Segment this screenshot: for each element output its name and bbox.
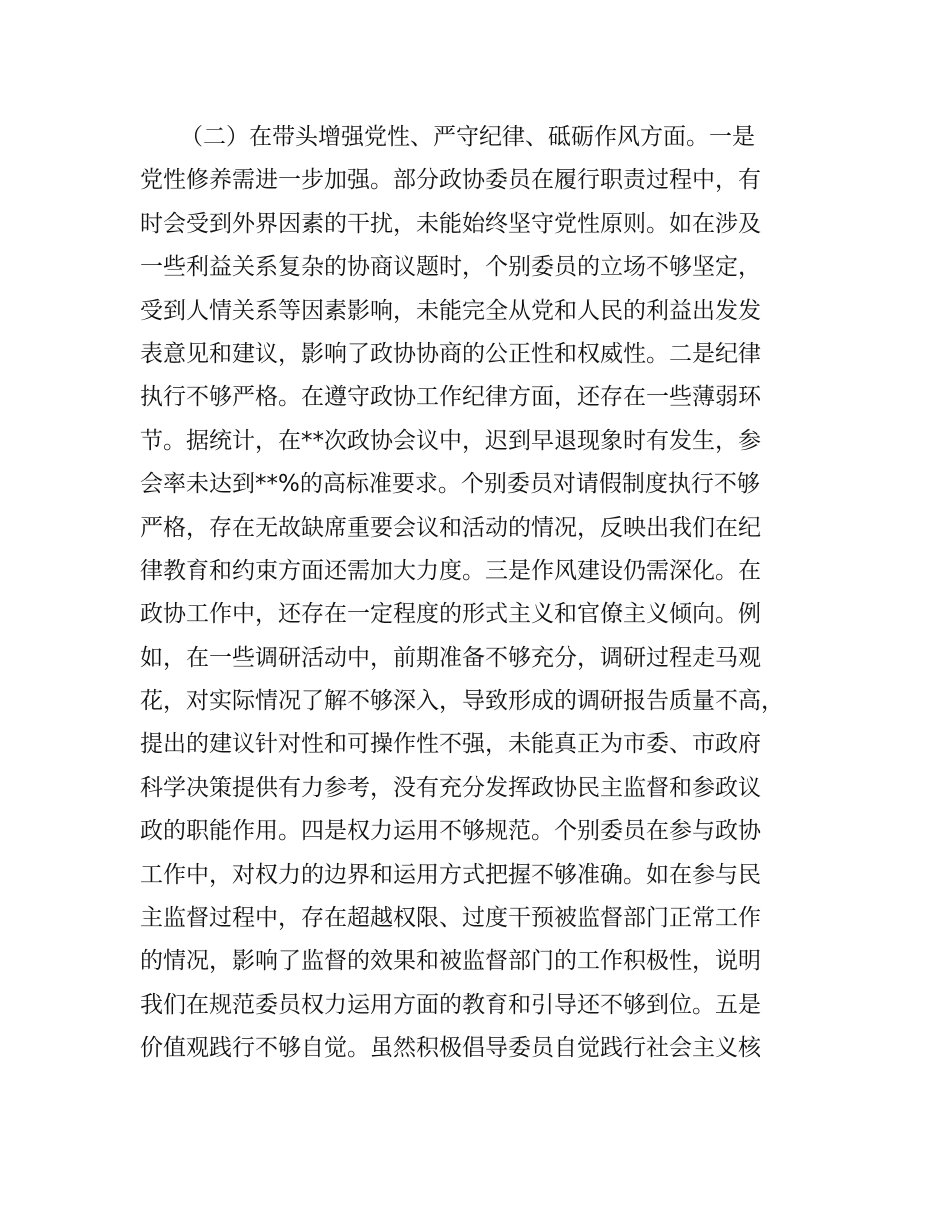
text-line: 会率未达到**%的高标准要求。个别委员对请假制度执行不够 (140, 471, 760, 498)
text-line: 律教育和约束方面还需加大力度。三是作风建设仍需深化。在 (140, 557, 761, 584)
text-line: 执行不够严格。在遵守政协工作纪律方面，还存在一些薄弱环 (140, 384, 761, 411)
body-paragraph (140, 116, 840, 1071)
text-line: （二）在带头增强党性、严守纪律、砥砺作风方面。一是 (180, 124, 755, 150)
text-line: 如，在一些调研活动中，前期准备不够充分，调研过程走马观 (140, 644, 761, 671)
text-line: 党性修养需进一步加强。部分政协委员在履行职责过程中，有 (140, 167, 761, 194)
text-line: 政的职能作用。四是权力运用不够规范。个别委员在参与政协 (140, 818, 761, 845)
text-line: 价值观践行不够自觉。虽然积极倡导委员自觉践行社会主义核 (140, 1035, 761, 1062)
text-line: 工作中，对权力的边界和运用方式把握不够准确。如在参与民 (140, 861, 761, 888)
text-line: 受到人情关系等因素影响，未能完全从党和人民的利益出发发 (140, 297, 761, 324)
text-line: 的情况，影响了监督的效果和被监督部门的工作积极性，说明 (140, 948, 761, 975)
text-line: 科学决策提供有力参考，没有充分发挥政协民主监督和参政议 (140, 774, 761, 801)
text-line: 时会受到外界因素的干扰，未能始终坚守党性原则。如在涉及 (140, 210, 761, 237)
text-line: 主监督过程中，存在超越权限、过度干预被监督部门正常工作 (140, 905, 761, 932)
text-line: 我们在规范委员权力运用方面的教育和引导还不够到位。五是 (140, 991, 761, 1018)
text-line: 表意见和建议，影响了政协协商的公正性和权威性。二是纪律 (140, 340, 761, 367)
text-line: 花，对实际情况了解不够深入，导致形成的调研报告质量不高， (140, 688, 784, 715)
text-line: 一些利益关系复杂的协商议题时，个别委员的立场不够坚定， (140, 254, 761, 281)
text-line: 提出的建议针对性和可操作性不强，未能真正为市委、市政府 (140, 731, 761, 758)
text-line: 严格，存在无故缺席重要会议和活动的情况，反映出我们在纪 (140, 514, 761, 541)
text-line: 节。据统计，在**次政协会议中，迟到早退现象时有发生，参 (140, 427, 761, 454)
text-line: 政协工作中，还存在一定程度的形式主义和官僚主义倾向。例 (140, 601, 761, 628)
